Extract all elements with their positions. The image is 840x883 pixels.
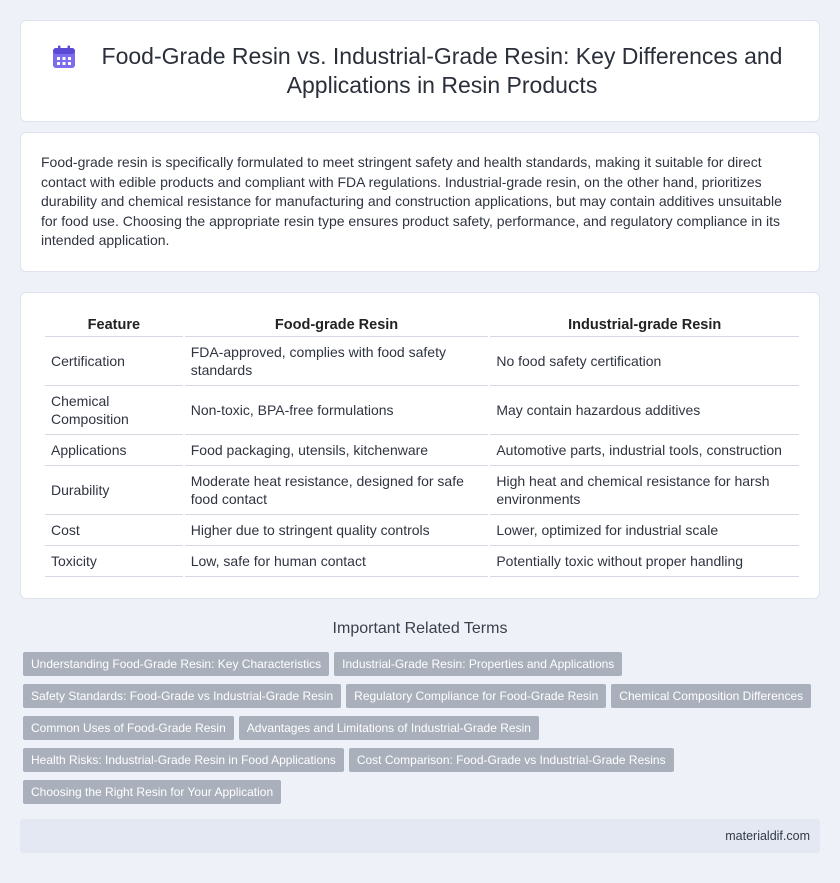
row-industrial-grade: High heat and chemical resistance for harsh environments bbox=[490, 466, 799, 515]
related-term-tag[interactable]: Health Risks: Industrial-Grade Resin in Food Applications bbox=[23, 748, 344, 772]
row-feature: Durability bbox=[45, 466, 183, 515]
row-feature: Chemical Composition bbox=[45, 386, 183, 435]
row-industrial-grade: Lower, optimized for industrial scale bbox=[490, 515, 799, 546]
comparison-table bbox=[43, 309, 801, 577]
table-row bbox=[45, 337, 799, 386]
comparison-card bbox=[20, 292, 820, 599]
header-feature: Feature bbox=[45, 309, 183, 337]
table-header-row bbox=[45, 309, 799, 337]
footer-site-link[interactable]: materialdif.com bbox=[725, 829, 810, 843]
footer-bar bbox=[20, 819, 820, 853]
table-row bbox=[45, 466, 799, 515]
row-industrial-grade: Potentially toxic without proper handling bbox=[490, 546, 799, 577]
related-term-tag[interactable]: Understanding Food-Grade Resin: Key Characteristics bbox=[23, 652, 329, 676]
related-term-tag[interactable]: Regulatory Compliance for Food-Grade Resin bbox=[346, 684, 606, 708]
intro-card bbox=[20, 132, 820, 272]
related-term-tag[interactable]: Choosing the Right Resin for Your Application bbox=[23, 780, 281, 804]
related-terms-title: Important Related Terms bbox=[332, 620, 508, 637]
related-term-tag[interactable]: Safety Standards: Food-Grade vs Industrial-Grade Resin bbox=[23, 684, 341, 708]
header-card bbox=[20, 20, 820, 122]
row-industrial-grade: No food safety certification bbox=[490, 337, 799, 386]
related-term-tag[interactable]: Cost Comparison: Food-Grade vs Industrial-Grade Resins bbox=[349, 748, 674, 772]
header-food-grade: Food-grade Resin bbox=[185, 309, 489, 337]
table-row bbox=[45, 386, 799, 435]
intro-paragraph: Food-grade resin is specifically formulated to meet stringent safety and health standards, making it suitable for direct contact with edible products and compliant with FDA regulations. Industrial-grade resin, on the other hand, prioritizes durability and chemical resistance for manufacturing and construction applications, but may contain additives unsuitable for food use. Choosing the appropriate resin type ensures product safety, performance, and regulatory compliance in its intended application. bbox=[41, 154, 782, 249]
row-feature: Applications bbox=[45, 435, 183, 466]
related-term-tag[interactable]: Advantages and Limitations of Industrial-Grade Resin bbox=[239, 716, 539, 740]
row-feature: Toxicity bbox=[45, 546, 183, 577]
calendar-icon bbox=[51, 44, 77, 70]
page-title: Food-Grade Resin vs. Industrial-Grade Resin: Key Differences and Applications in Resin Products bbox=[101, 43, 783, 98]
table-row bbox=[45, 515, 799, 546]
header-industrial-grade: Industrial-grade Resin bbox=[490, 309, 799, 337]
related-term-tag[interactable]: Chemical Composition Differences bbox=[611, 684, 811, 708]
row-feature: Cost bbox=[45, 515, 183, 546]
row-food-grade: FDA-approved, complies with food safety standards bbox=[185, 337, 489, 386]
row-food-grade: Non-toxic, BPA-free formulations bbox=[185, 386, 489, 435]
table-row bbox=[45, 435, 799, 466]
row-feature: Certification bbox=[45, 337, 183, 386]
related-term-tag[interactable]: Common Uses of Food-Grade Resin bbox=[23, 716, 234, 740]
table-row bbox=[45, 546, 799, 577]
row-food-grade: Low, safe for human contact bbox=[185, 546, 489, 577]
row-food-grade: Moderate heat resistance, designed for safe food contact bbox=[185, 466, 489, 515]
row-industrial-grade: May contain hazardous additives bbox=[490, 386, 799, 435]
related-terms-list bbox=[23, 652, 823, 812]
related-term-tag[interactable]: Industrial-Grade Resin: Properties and Applications bbox=[334, 652, 622, 676]
row-industrial-grade: Automotive parts, industrial tools, construction bbox=[490, 435, 799, 466]
row-food-grade: Food packaging, utensils, kitchenware bbox=[185, 435, 489, 466]
row-food-grade: Higher due to stringent quality controls bbox=[185, 515, 489, 546]
